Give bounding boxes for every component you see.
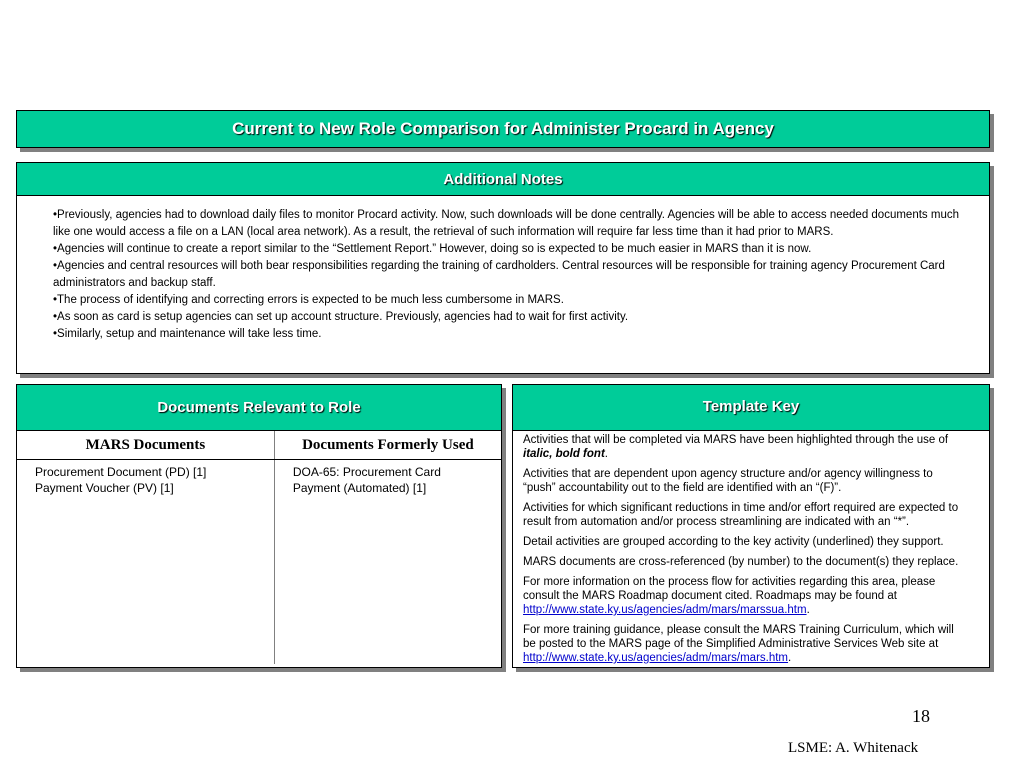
key-text: . (806, 604, 810, 616)
slide-title: Current to New Role Comparison for Administer Procard in Agency (232, 119, 774, 138)
formerly-used-cell (274, 460, 501, 665)
roadmap-link[interactable]: http://www.state.ky.us/agencies/adm/mars/marssua.htm (523, 604, 807, 616)
former-document-line: Payment (Automated) [1] (292, 481, 427, 495)
key-paragraph: Detail activities are grouped according to the key activity (underlined) they support. (523, 536, 944, 548)
key-text: . (788, 652, 792, 664)
documents-table (17, 431, 501, 664)
key-emphasis: italic, bold font (523, 448, 605, 460)
mars-site-link[interactable]: http://www.state.ky.us/agencies/adm/mars/mars.htm (523, 652, 789, 664)
documents-header: Documents Relevant to Role (17, 385, 501, 431)
additional-notes-header: Additional Notes (17, 163, 989, 196)
template-key-panel (512, 384, 990, 668)
note-item: •Agencies and central resources will both bear responsibilities regarding the training of cardholders. Central resources will be responsible for training agency Procurement Card administrators and backup staff. (53, 260, 945, 289)
template-key-header: Template Key (513, 385, 989, 431)
key-paragraph: Activities that are dependent upon agency structure and/or agency willingness to “push” accountability out to the field are identified with an “(F)”. (523, 468, 933, 494)
key-paragraph (523, 575, 963, 617)
mars-document-line: Payment Voucher (PV) [1] (35, 481, 174, 495)
mars-documents-column-header: MARS Documents (17, 431, 274, 460)
template-key-body (513, 431, 989, 665)
key-paragraph: MARS documents are cross-referenced (by number) to the document(s) they replace. (523, 556, 959, 568)
former-document-line: DOA-65: Procurement Card (292, 465, 441, 479)
key-text: . (604, 448, 608, 460)
key-paragraph (523, 623, 963, 665)
key-paragraph (523, 433, 963, 461)
key-text: For more information on the process flow for activities regarding this area, please consult the MARS Roadmap document cited. Roadmaps may be found at (523, 576, 936, 602)
documents-panel (16, 384, 502, 668)
formerly-used-column-header: Documents Formerly Used (274, 431, 501, 460)
notes-list (17, 196, 989, 343)
note-item: •Agencies will continue to create a report similar to the “Settlement Report.” However, doing so is expected to be much easier in MARS than it is now. (53, 243, 812, 255)
mars-document-line: Procurement Document (PD) [1] (35, 465, 207, 479)
page-number: 18 (912, 706, 930, 726)
slide-title-banner (16, 110, 990, 148)
note-item: •The process of identifying and correcting errors is expected to be much less cumbersome in MARS. (53, 294, 564, 306)
mars-documents-cell (17, 460, 274, 665)
key-text: Activities that will be completed via MARS have been highlighted through the use of (523, 434, 949, 446)
additional-notes-panel (16, 162, 990, 374)
key-paragraph: Activities for which significant reductions in time and/or effort required are expected to result from automation and/or process streamlining are indicated with an “*”. (523, 502, 959, 528)
key-text: For more training guidance, please consult the MARS Training Curriculum, which will be posted to the MARS page of the Simplified Administrative Services Web site at (523, 624, 954, 650)
table-row (17, 460, 501, 665)
note-item: •As soon as card is setup agencies can set up account structure. Previously, agencies had to wait for first activity. (53, 311, 629, 323)
note-item: •Similarly, setup and maintenance will take less time. (53, 328, 322, 340)
author-credit: LSME: A. Whitenack (788, 740, 919, 756)
note-item: •Previously, agencies had to download daily files to monitor Procard activity. Now, such downloads will be done centrally. Agencies will be able to access needed documents much like one would access a file on a LAN (local area network). As a result, the retrieval of such information will require far less time than it had prior to MARS. (53, 209, 959, 238)
